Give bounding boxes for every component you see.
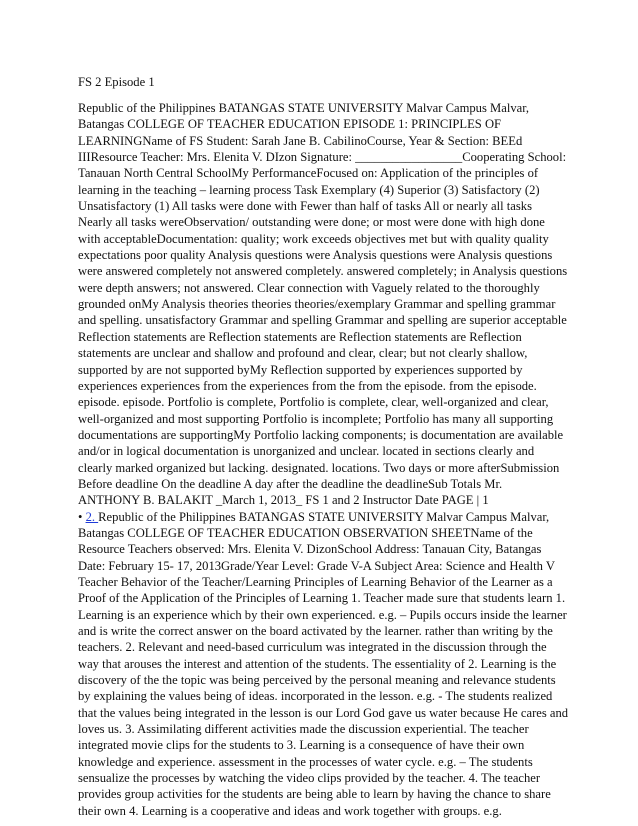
text-line: and/or in logical documentation is unorganized and unclear. located in sections clearly and [78,444,535,459]
text-line: expectations poor quality Analysis questions were Analysis questions were Analysis questions [78,248,553,263]
text-line: supported by are not supported byMy Reflection supported by experiences supported by [78,362,523,377]
text-line: Tanauan North Central SchoolMy PerformanceFocused on: Application of the principles of [78,166,539,181]
text-line: were depth answers; not answered. Clear connection with Vaguely related to the thoroughly [78,280,540,295]
text-line: Proof of the Application of the Principles of Learning 1. Teacher made sure that students learn 1. [78,591,566,606]
text-line: that the values being integrated in the lesson is our Lord God gave us water because He cares and [78,705,569,720]
text-line: discovery of the the topic was being perceived by the personal meaning and relevance students [78,673,556,688]
text-line: Learning is an experience which by their own experienced. e.g. – Pupils occurs inside the learner [78,607,567,622]
text-line: integrated movie clips for the students to 3. Learning is a consequence of have their own [78,738,525,753]
text-line: with acceptableDocumentation: quality; work exceeds objectives met but with quality quality [78,231,549,246]
text-line: and spelling. unsatisfactory Grammar and spelling Grammar and spelling are superior acceptable [78,313,567,328]
text-line: way that arouses the interest and attention of the students. The essentiality of 2. Learning is the [78,656,557,671]
text-line: ANTHONY B. BALAKIT _March 1, 2013_ FS 1 and 2 Instructor Date PAGE | 1 [78,493,489,508]
text-line: Reflection statements are Reflection statements are Reflection statements are Reflection [78,329,522,344]
text-line: Before deadline On the deadline A day after the deadline the deadlineSub Totals Mr. [78,476,503,491]
text-line: Batangas COLLEGE OF TEACHER EDUCATION OBSERVATION SHEETName of the [78,525,533,540]
section-link[interactable]: 2. [85,509,99,524]
text-line: Nearly all tasks wereObservation/ outstanding were done; or most were done with high done [78,215,545,230]
bullet-line-text: Republic of the Philippines BATANGAS STATE UNIVERSITY Malvar Campus Malvar, [98,509,550,524]
text-line: IIIResource Teacher: Mrs. Elenita V. DIzon Signature: _________________Cooperating School: [78,150,567,165]
text-line: grounded onMy Analysis theories theories theories/exemplary Grammar and spelling grammar [78,297,556,312]
text-line: Republic of the Philippines BATANGAS STATE UNIVERSITY Malvar Campus Malvar, [78,101,530,115]
text-line: loves us. 3. Assimilating different activities made the discussion experiential. The teacher [78,722,529,737]
text-line: by explaining the values being of ideas. incorporated in the lesson. e.g. - The students realized [78,689,553,704]
text-line: their own 4. Learning is a cooperative and ideas and work together with groups. e.g. [78,803,502,818]
document-body [78,100,568,819]
text-line: Date: February 15- 17, 2013Grade/Year Level: Grade V-A Subject Area: Science and Health V [78,558,555,573]
text-line: teachers. 2. Relevant and need-based curriculum was integrated in the discussion through the [78,640,547,655]
text-line: well-organized and most supporting Portfolio is incomplete; Portfolio has many all supporting [78,411,554,426]
text-line: clearly marked organized but lacking. designated. locations. Two days or more afterSubmission [78,460,560,475]
text-line: Batangas COLLEGE OF TEACHER EDUCATION EPISODE 1: PRINCIPLES OF [78,117,502,132]
document-title: FS 2 Episode 1 [78,75,155,89]
text-line: knowledge and experience. assessment in the processes of water cycle. e.g. – The students [78,754,533,769]
text-line: Unsatisfactory (1) All tasks were done with Fewer than half of tasks All or nearly all tasks [78,199,532,214]
text-line: experiences experiences from the experiences from the from the episode. from the episode. [78,378,537,393]
text-line: LEARNINGName of FS Student: Sarah Jane B. CabilinoCourse, Year & Section: BEEd [78,133,523,148]
bullet-line [78,509,568,525]
text-line: learning in the teaching – learning process Task Exemplary (4) Superior (3) Satisfactory (2) [78,182,540,197]
text-line: Resource Teachers observed: Mrs. Elenita V. DizonSchool Address: Tanauan City, Batangas [78,542,542,557]
text-line: and is write the correct answer on the board activated by the learner. rather than writing by the [78,624,553,638]
text-line: documentations are supportingMy Portfolio lacking components; is documentation are available [78,427,564,442]
text-line: episode. episode. Portfolio is complete, Portfolio is complete, clear, well-organized and clear, [78,395,549,410]
text-line: were answered completely not answered completely. answered completely; in Analysis questions [78,264,568,279]
text-line: Teacher Behavior of the Teacher/Learning Principles of Learning Behavior of the Learner as a [78,574,553,589]
text-line: sensualize the processes by watching the video clips provided by the teacher. 4. The teacher [78,771,541,786]
bullet-marker: • [78,509,86,524]
text-line: statements are unclear and shallow and profound and clear, clear; but not clearly shallow, [78,346,528,361]
text-line: provides group activities for the students are being able to learn by having the chance to share [78,787,551,802]
